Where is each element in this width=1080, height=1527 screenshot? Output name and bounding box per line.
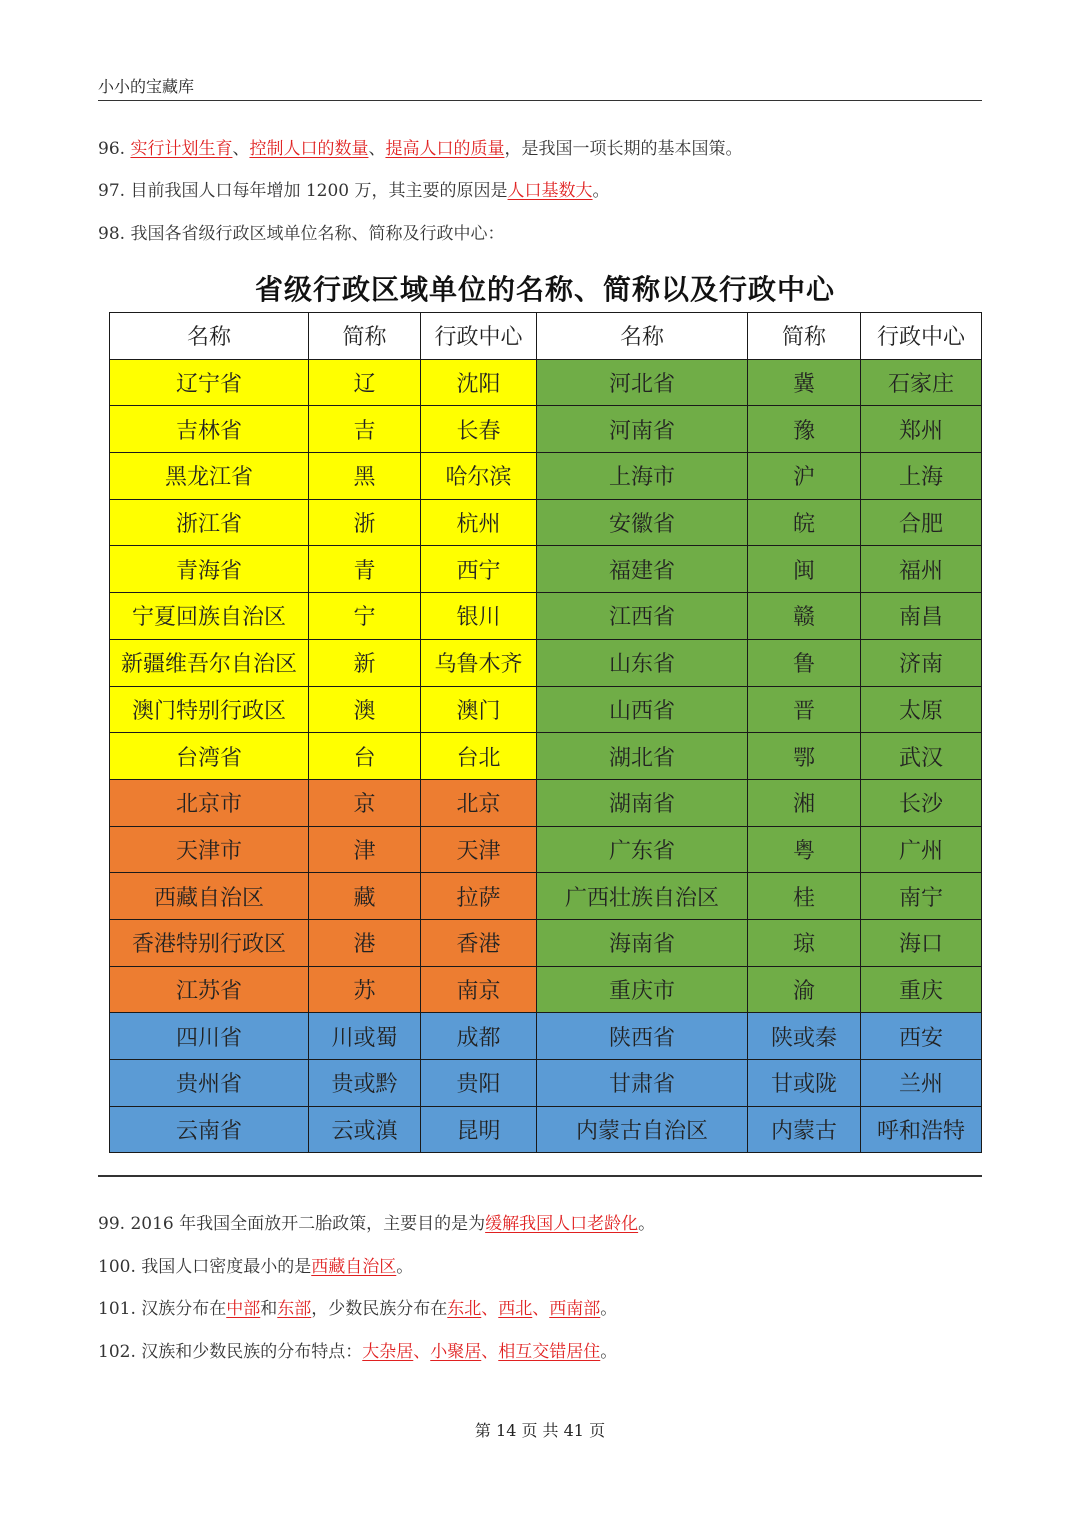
abbreviation-cell: 湘 [748, 779, 861, 826]
item-96 [98, 134, 742, 159]
capital-cell: 福州 [861, 546, 982, 593]
table-row [110, 1060, 982, 1107]
separator: 、 [481, 1342, 499, 1362]
column-header: 名称 [110, 313, 309, 360]
table-row [110, 686, 982, 733]
abbreviation-cell: 赣 [748, 593, 861, 640]
capital-cell: 上海 [861, 453, 982, 500]
province-name-cell: 福建省 [537, 546, 748, 593]
province-name-cell: 新疆维吾尔自治区 [110, 639, 309, 686]
abbreviation-cell: 鲁 [748, 639, 861, 686]
table-row [110, 779, 982, 826]
column-header: 行政中心 [861, 313, 982, 360]
province-name-cell: 广东省 [537, 826, 748, 873]
province-name-cell: 贵州省 [110, 1060, 309, 1107]
capital-cell: 南昌 [861, 593, 982, 640]
province-name-cell: 广西壮族自治区 [537, 873, 748, 920]
abbreviation-cell: 青 [309, 546, 421, 593]
capital-cell: 成都 [421, 1013, 537, 1060]
province-name-cell: 云南省 [110, 1106, 309, 1153]
header-divider [98, 100, 982, 101]
province-name-cell: 吉林省 [110, 406, 309, 453]
abbreviation-cell: 鄂 [748, 733, 861, 780]
abbreviation-cell: 川或蜀 [309, 1013, 421, 1060]
item-number: 96. [98, 139, 131, 159]
item-text: 。 [600, 1342, 618, 1362]
capital-cell: 拉萨 [421, 873, 537, 920]
table-row [110, 406, 982, 453]
table-bottom-rule [98, 1175, 982, 1177]
table-row [110, 1013, 982, 1060]
abbreviation-cell: 甘或陇 [748, 1060, 861, 1107]
item-text: 我国人口密度最小的是 [141, 1257, 312, 1277]
item-text: 2016 年我国全面放开二胎政策，主要目的是为 [130, 1214, 486, 1234]
capital-cell: 乌鲁木齐 [421, 639, 537, 686]
table-row [110, 546, 982, 593]
province-name-cell: 上海市 [537, 453, 748, 500]
capital-cell: 银川 [421, 593, 537, 640]
capital-cell: 西安 [861, 1013, 982, 1060]
item-number: 99. [98, 1214, 131, 1234]
page-footer: 第 14 页 共 41 页 [474, 1421, 606, 1440]
abbreviation-cell: 渝 [748, 966, 861, 1013]
answer-blank: 大杂居 [362, 1342, 414, 1362]
item-text: 。 [638, 1214, 656, 1234]
abbreviation-cell: 琼 [748, 919, 861, 966]
capital-cell: 西宁 [421, 546, 537, 593]
province-name-cell: 山西省 [537, 686, 748, 733]
capital-cell: 武汉 [861, 733, 982, 780]
province-table [109, 312, 982, 1153]
abbreviation-cell: 台 [309, 733, 421, 780]
column-header: 行政中心 [421, 313, 537, 360]
province-name-cell: 河北省 [537, 359, 748, 406]
abbreviation-cell: 粤 [748, 826, 861, 873]
item-number: 101. [98, 1299, 142, 1319]
table-row [110, 966, 982, 1013]
abbreviation-cell: 港 [309, 919, 421, 966]
province-name-cell: 青海省 [110, 546, 309, 593]
item-text: 汉族分布在 [141, 1299, 227, 1319]
capital-cell: 哈尔滨 [421, 453, 537, 500]
abbreviation-cell: 吉 [309, 406, 421, 453]
capital-cell: 石家庄 [861, 359, 982, 406]
capital-cell: 台北 [421, 733, 537, 780]
capital-cell: 呼和浩特 [861, 1106, 982, 1153]
answer-blank: 控制人口的数量 [249, 139, 369, 159]
answer-blank: 西北 [498, 1299, 533, 1319]
abbreviation-cell: 浙 [309, 499, 421, 546]
item-102 [98, 1337, 617, 1362]
item-number: 102. [98, 1342, 142, 1362]
capital-cell: 济南 [861, 639, 982, 686]
abbreviation-cell: 苏 [309, 966, 421, 1013]
capital-cell: 香港 [421, 919, 537, 966]
table-row [110, 1106, 982, 1153]
item-100 [98, 1252, 413, 1277]
answer-blank: 实行计划生育 [130, 139, 233, 159]
province-name-cell: 海南省 [537, 919, 748, 966]
abbreviation-cell: 冀 [748, 359, 861, 406]
answer-blank: 相互交错居住 [498, 1342, 601, 1362]
capital-cell: 南京 [421, 966, 537, 1013]
capital-cell: 海口 [861, 919, 982, 966]
separator: 、 [413, 1342, 431, 1362]
separator: 、 [481, 1299, 499, 1319]
answer-blank: 提高人口的质量 [385, 139, 505, 159]
capital-cell: 澳门 [421, 686, 537, 733]
capital-cell: 沈阳 [421, 359, 537, 406]
province-name-cell: 重庆市 [537, 966, 748, 1013]
capital-cell: 贵阳 [421, 1060, 537, 1107]
abbreviation-cell: 皖 [748, 499, 861, 546]
answer-blank: 东部 [277, 1299, 312, 1319]
province-name-cell: 江苏省 [110, 966, 309, 1013]
province-name-cell: 湖南省 [537, 779, 748, 826]
capital-cell: 昆明 [421, 1106, 537, 1153]
province-name-cell: 河南省 [537, 406, 748, 453]
table-title: 省级行政区域单位的名称、简称以及行政中心 [254, 273, 835, 306]
item-text: 。 [600, 1299, 618, 1319]
item-97 [98, 176, 610, 201]
capital-cell: 广州 [861, 826, 982, 873]
item-number: 98. [98, 224, 131, 244]
item-number: 100. [98, 1257, 142, 1277]
province-name-cell: 内蒙古自治区 [537, 1106, 748, 1153]
capital-cell: 北京 [421, 779, 537, 826]
table-row [110, 826, 982, 873]
abbreviation-cell: 京 [309, 779, 421, 826]
capital-cell: 合肥 [861, 499, 982, 546]
item-text: 我国各省级行政区域单位名称、简称及行政中心： [130, 224, 505, 244]
capital-cell: 杭州 [421, 499, 537, 546]
column-header: 简称 [309, 313, 421, 360]
item-text: ，是我国一项长期的基本国策。 [504, 139, 743, 159]
province-name-cell: 台湾省 [110, 733, 309, 780]
province-name-cell: 辽宁省 [110, 359, 309, 406]
separator: 、 [368, 139, 386, 159]
abbreviation-cell: 藏 [309, 873, 421, 920]
abbreviation-cell: 桂 [748, 873, 861, 920]
item-101 [98, 1294, 617, 1319]
capital-cell: 天津 [421, 826, 537, 873]
abbreviation-cell: 新 [309, 639, 421, 686]
table-row [110, 639, 982, 686]
answer-blank: 东北 [447, 1299, 482, 1319]
separator: 和 [260, 1299, 278, 1319]
table-header-row [110, 313, 982, 360]
abbreviation-cell: 宁 [309, 593, 421, 640]
table-row [110, 453, 982, 500]
province-name-cell: 四川省 [110, 1013, 309, 1060]
province-name-cell: 山东省 [537, 639, 748, 686]
answer-blank: 西藏自治区 [311, 1257, 397, 1277]
province-name-cell: 陕西省 [537, 1013, 748, 1060]
answer-blank: 中部 [226, 1299, 261, 1319]
item-text: 汉族和少数民族的分布特点： [141, 1342, 363, 1362]
province-name-cell: 甘肃省 [537, 1060, 748, 1107]
abbreviation-cell: 澳 [309, 686, 421, 733]
table-row [110, 499, 982, 546]
table-row [110, 919, 982, 966]
abbreviation-cell: 沪 [748, 453, 861, 500]
column-header: 名称 [537, 313, 748, 360]
capital-cell: 长沙 [861, 779, 982, 826]
item-text: 。 [592, 181, 610, 201]
item-98 [98, 219, 504, 244]
capital-cell: 南宁 [861, 873, 982, 920]
item-99 [98, 1209, 655, 1234]
capital-cell: 郑州 [861, 406, 982, 453]
answer-blank: 缓解我国人口老龄化 [485, 1214, 639, 1234]
capital-cell: 太原 [861, 686, 982, 733]
answer-blank: 西南部 [549, 1299, 601, 1319]
table-row [110, 593, 982, 640]
province-name-cell: 浙江省 [110, 499, 309, 546]
province-name-cell: 江西省 [537, 593, 748, 640]
province-name-cell: 湖北省 [537, 733, 748, 780]
abbreviation-cell: 内蒙古 [748, 1106, 861, 1153]
province-name-cell: 香港特别行政区 [110, 919, 309, 966]
answer-blank: 小聚居 [430, 1342, 482, 1362]
capital-cell: 重庆 [861, 966, 982, 1013]
answer-blank: 人口基数大 [507, 181, 593, 201]
province-name-cell: 宁夏回族自治区 [110, 593, 309, 640]
province-table-figure [109, 268, 981, 1153]
abbreviation-cell: 黑 [309, 453, 421, 500]
capital-cell: 长春 [421, 406, 537, 453]
table-row [110, 359, 982, 406]
item-text: 目前我国人口每年增加 1200 万，其主要的原因是 [130, 181, 508, 201]
table-row [110, 873, 982, 920]
table-row [110, 733, 982, 780]
abbreviation-cell: 辽 [309, 359, 421, 406]
separator: 、 [232, 139, 250, 159]
abbreviation-cell: 贵或黔 [309, 1060, 421, 1107]
province-name-cell: 天津市 [110, 826, 309, 873]
province-name-cell: 西藏自治区 [110, 873, 309, 920]
item-text: 。 [396, 1257, 414, 1277]
item-number: 97. [98, 181, 131, 201]
abbreviation-cell: 陕或秦 [748, 1013, 861, 1060]
abbreviation-cell: 津 [309, 826, 421, 873]
abbreviation-cell: 豫 [748, 406, 861, 453]
item-text: ，少数民族分布在 [311, 1299, 448, 1319]
capital-cell: 兰州 [861, 1060, 982, 1107]
province-name-cell: 黑龙江省 [110, 453, 309, 500]
province-name-cell: 安徽省 [537, 499, 748, 546]
column-header: 简称 [748, 313, 861, 360]
province-name-cell: 澳门特别行政区 [110, 686, 309, 733]
abbreviation-cell: 晋 [748, 686, 861, 733]
province-name-cell: 北京市 [110, 779, 309, 826]
page-header: 小小的宝藏库 [98, 77, 195, 96]
abbreviation-cell: 闽 [748, 546, 861, 593]
abbreviation-cell: 云或滇 [309, 1106, 421, 1153]
separator: 、 [532, 1299, 550, 1319]
